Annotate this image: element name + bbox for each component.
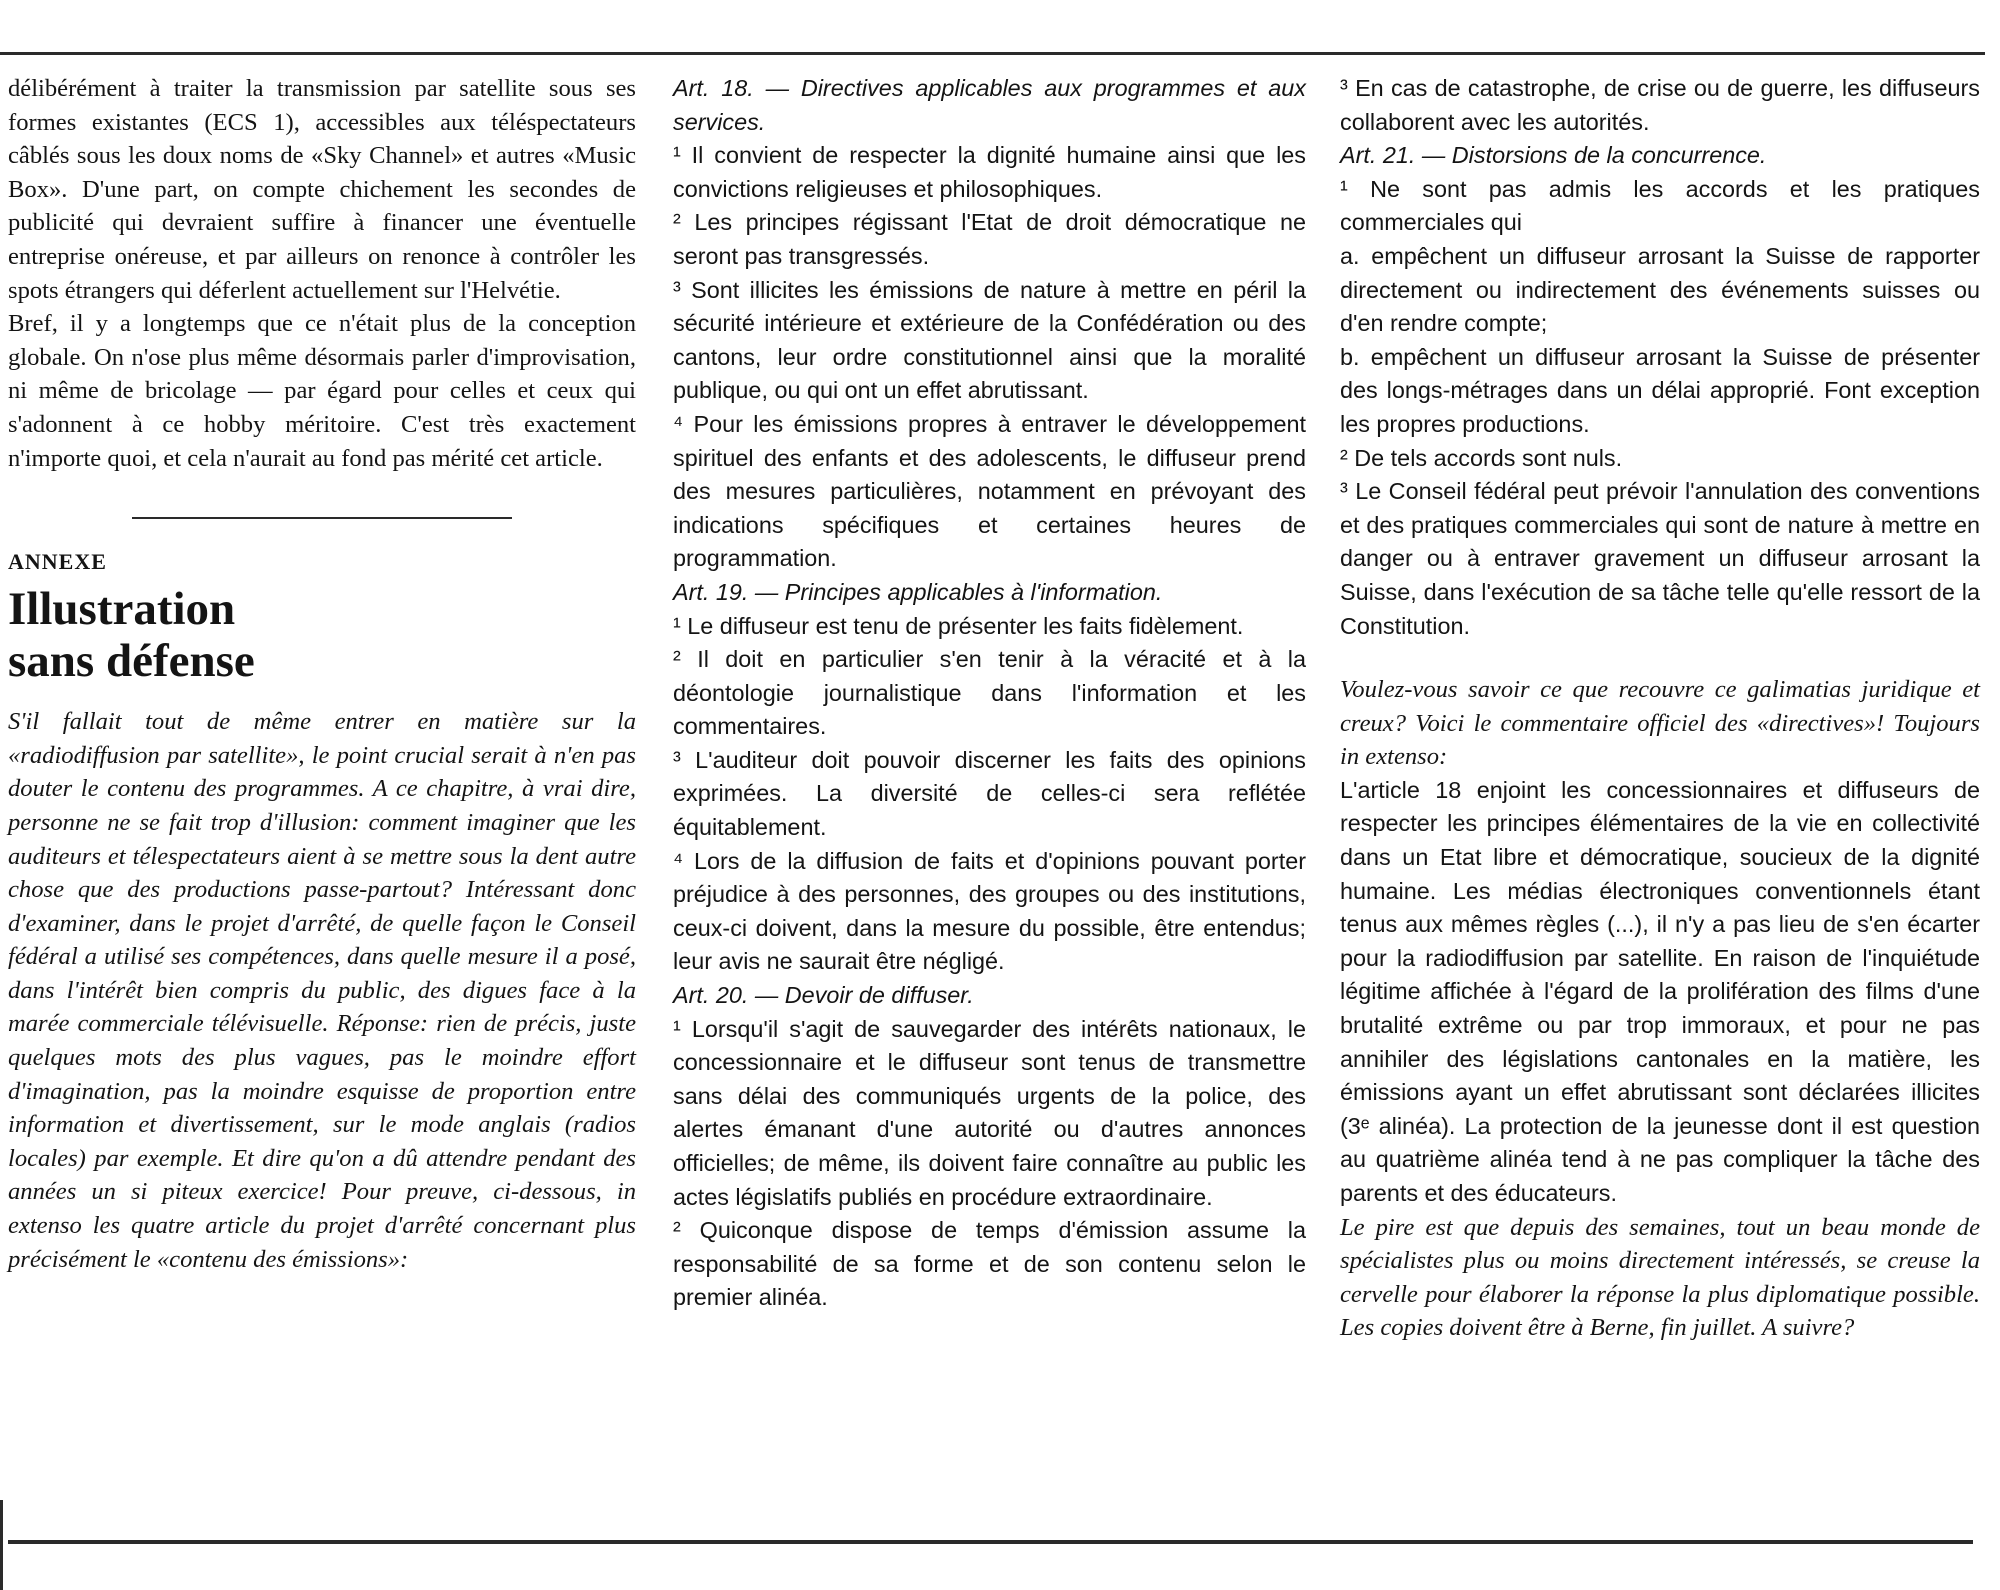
article-title <box>8 583 636 687</box>
title-line-1: Illustration <box>8 583 236 636</box>
left-edge-rule <box>0 1500 3 1590</box>
article-clause: ¹ Il convient de respecter la dignité humaine ainsi que les convictions religieuses et philosophiques. <box>673 142 1306 202</box>
section-divider <box>132 517 512 519</box>
article-clause: ¹ Le diffuseur est tenu de présenter les faits fidèlement. <box>673 612 1244 639</box>
article-clause: ⁴ Pour les émissions propres à entraver le développement spirituel des enfants et des adolescents, le diffuseur prend des mesures particulières, notamment en prévoyant des indications spécifiques et certaines heures de programmation. <box>673 410 1306 572</box>
article-heading: Art. 18. — Directives applicables aux programmes et aux services. <box>673 75 1306 135</box>
comment-intro: Voulez-vous savoir ce que recouvre ce galimatias juridique et creux? Voici le commentaire officiel des «directives»! Toujours in extenso: <box>1340 676 1980 771</box>
official-commentary: L'article 18 enjoint les concessionnaires et diffuseurs de respecter les principes élémentaires de la vie en collectivité dans un Etat libre et démocratique, soucieux de la dignité humaine. Les médias électroniques conventionnels étant tenus aux mêmes règles (...), il n'y a pas lieu de s'en écarter pour la radiodiffusion par satellite. En raison de l'inquiétude légitime affichée à l'égard de la prolifération des films d'une brutalité extrême ou par trop immoraux, et pour ne pas annihiler des législations cantonales en la matière, les émissions ayant un effet abrutissant sont déclarées illicites (3ᵉ alinéa). La protection de la jeunesse dont il est question au quatrième alinéa tend à ne pas compliquer la tâche des parents et des éducateurs. <box>1340 776 1980 1206</box>
top-rule <box>0 52 1985 55</box>
body-paragraph: délibérément à traiter la transmission par satellite sous ses formes existantes (ECS 1), accessibles aux téléspectateurs câblés sous les doux noms de «Sky Channel» et autres «Music Box». D'une part, on compte chichement les secondes de publicité qui devraient suffire à financer une éventuelle entreprise onéreuse, et par ailleurs on renonce à contrôler les spots étrangers qui déferlent actuellement sur l'Helvétie. <box>8 75 636 304</box>
article-clause: ² Les principes régissant l'Etat de droit démocratique ne seront pas transgressés. <box>673 209 1306 269</box>
column-left <box>8 72 636 1276</box>
column-right <box>1340 72 1980 1345</box>
title-line-2: sans défense <box>8 635 255 688</box>
article-clause: ³ Sont illicites les émissions de nature à mettre en péril la sécurité intérieure et extérieure de la Confédération ou des cantons, leur ordre constitutionnel ainsi que la moralité publique, ou qui ont un effet abrutissant. <box>673 276 1306 404</box>
article-clause: a. empêchent un diffuseur arrosant la Suisse de rapporter directement ou indirectement des événements suisses ou d'en rendre compte; <box>1340 242 1980 337</box>
article-heading: Art. 20. — Devoir de diffuser. <box>673 982 974 1009</box>
article-clause: b. empêchent un diffuseur arrosant la Suisse de présenter des longs-métrages dans un délai approprié. Font exception les propres productions. <box>1340 343 1980 437</box>
article-heading: Art. 19. — Principes applicables à l'information. <box>673 578 1163 605</box>
spacer <box>1340 643 1980 673</box>
intro-paragraph: S'il fallait tout de même entrer en matière sur la «radiodiffusion par satellite», le point crucial serait à n'en pas douter le contenu des programmes. A ce chapitre, à vrai dire, personne ne se fait trop d'illusion: comment imaginer que les auditeurs et télespectateurs aient à se mettre sous la dent autre chose que des productions passe-partout? Intéressant donc d'examiner, dans le projet d'arrêté, de quelle façon le Conseil fédéral a utilisé ses compétences, dans quelle mesure il a posé, dans l'intérêt bien compris du public, des digues face à la marée commerciale télévisuelle. Réponse: rien de précis, juste quelques mots des plus vagues, pas le moindre effort d'imagination, pas la moindre esquisse de proportion entre information et divertissement, sur le mode anglais (radios locales) par exemple. Et dire qu'on a dû attendre pendant des années un si piteux exercice! Pour preuve, ci-dessous, in extenso les quatre article du projet d'arrêté concernant plus précisément le «contenu des émissions»: <box>8 708 636 1273</box>
column-middle <box>673 72 1306 1315</box>
article-heading: Art. 21. — Distorsions de la concurrence. <box>1340 142 1767 169</box>
article-clause: ³ Le Conseil fédéral peut prévoir l'annulation des conventions et des pratiques commerciales qui sont de nature à mettre en danger ou à entraver gravement un diffuseur arrosant la Suisse, dans l'exécution de sa tâche telle qu'elle ressort de la Constitution. <box>1340 478 1980 639</box>
article-clause: ² De tels accords sont nuls. <box>1340 444 1623 471</box>
article-clause: ² Il doit en particulier s'en tenir à la véracité et à la déontologie journalistique dans l'information et les commentaires. <box>673 646 1306 740</box>
body-paragraph: Bref, il y a longtemps que ce n'était plus de la conception globale. On n'ose plus même désormais parler d'improvisation, ni même de bricolage — par égard pour celles et ceux qui s'adonnent à ce hobby méritoire. C'est très exactement n'importe quoi, et cela n'aurait au fond pas mérité cet article. <box>8 310 636 472</box>
article-clause: ¹ Ne sont pas admis les accords et les pratiques commerciales qui <box>1340 175 1980 236</box>
article-clause: ¹ Lorsqu'il s'agit de sauvegarder des intérêts nationaux, le concessionnaire et le diffuseur sont tenus de transmettre sans délai des communiqués urgents de la police, des alertes émanant d'une autorité ou d'autres annonces officielles; de même, ils doivent faire connaître au public les actes législatifs publiés en procédure extraordinaire. <box>673 1015 1306 1210</box>
section-label: ANNEXE <box>8 549 107 575</box>
article-clause: ³ L'auditeur doit pouvoir discerner les faits des opinions exprimées. La diversité de celles-ci sera reflétée équitablement. <box>673 746 1306 841</box>
closing-paragraph: Le pire est que depuis des semaines, tout un beau monde de spécialistes plus ou moins directement intéressés, se creuse la cervelle pour élaborer la réponse la plus diplomatique possible. Les copies doivent être à Berne, fin juillet. A suivre? <box>1340 1213 1980 1342</box>
bottom-rule <box>8 1540 1973 1544</box>
article-clause: ³ En cas de catastrophe, de crise ou de guerre, les diffuseurs collaborent avec les autorités. <box>1340 75 1980 135</box>
article-clause: ⁴ Lors de la diffusion de faits et d'opinions pouvant porter préjudice à des personnes, des groupes ou des institutions, ceux-ci doivent, dans la mesure du possible, être entendus; leur avis ne saurait être négligé. <box>673 847 1306 975</box>
article-clause: ² Quiconque dispose de temps d'émission assume la responsabilité de sa forme et de son contenu selon le premier alinéa. <box>673 1217 1306 1311</box>
